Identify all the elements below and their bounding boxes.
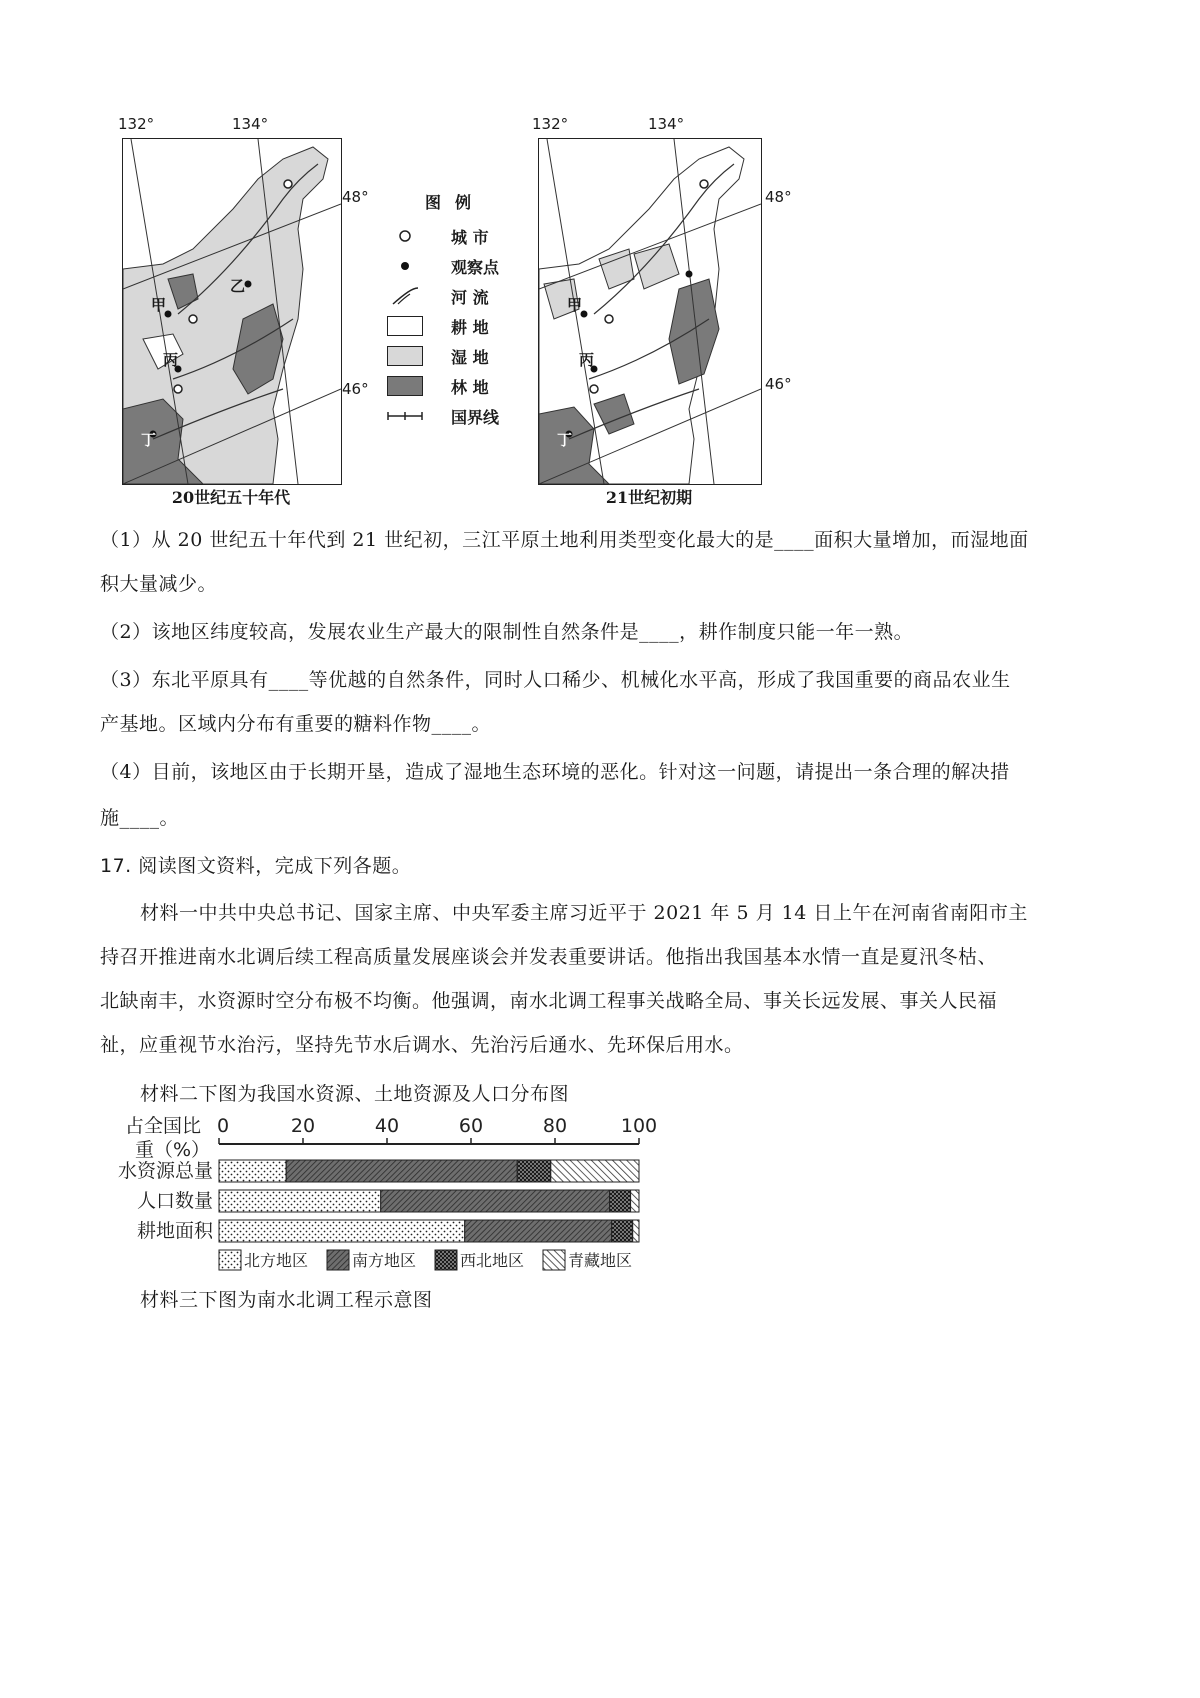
distribution-chart: [95, 1110, 675, 1285]
right-map-city: [590, 385, 598, 393]
bar-segment-north: [219, 1190, 381, 1212]
x-tick-label: 60: [458, 1115, 484, 1137]
map-legend: [385, 190, 525, 431]
x-tick-label: 40: [374, 1115, 400, 1137]
right-map: [538, 138, 762, 485]
bar-segment-qinghai-tibet: [551, 1160, 639, 1182]
left-map-city: [189, 315, 197, 323]
legend-swatch-north: [219, 1250, 241, 1270]
bar-segment-northwest: [517, 1160, 551, 1182]
left-map-label-jia: 甲: [151, 296, 167, 314]
border-line-icon: [385, 406, 425, 426]
left-map-obs-point: [245, 281, 252, 288]
left-lat-46: 46°: [342, 380, 369, 398]
chart-axis: [217, 1115, 657, 1144]
question-4-line-1: （4）目前，该地区由于长期开垦，造成了湿地生态环境的恶化。针对这一问题，请提出一条合理的解决措: [100, 761, 1010, 783]
right-map-label-bing: 丙: [579, 351, 595, 369]
chart-legend: [219, 1250, 632, 1270]
wetland-swatch: [387, 346, 423, 366]
material-1-line-4: 祉，应重视节水治污，坚持先节水后调水、先治污后通水、先环保后用水。: [100, 1034, 744, 1056]
question-4-line-2: 施____。: [100, 807, 180, 829]
distribution-chart-svg: [95, 1110, 675, 1285]
legend-row-wetland: [385, 341, 525, 371]
material-2-caption: 材料二下图为我国水资源、土地资源及人口分布图: [140, 1083, 570, 1105]
legend-label-forest: 林 地: [451, 377, 489, 397]
legend-row-farmland: [385, 311, 525, 341]
question-3-line-1: （3）东北平原具有____等优越的自然条件，同时人口稀少、机械化水平高，形成了我国重要的商品农业生: [100, 669, 1011, 691]
legend-label-obs: 观察点: [451, 257, 500, 277]
legend-label-qinghai-tibet: 青藏地区: [568, 1251, 633, 1270]
legend-row-city: [385, 221, 525, 251]
x-tick-label: 0: [217, 1115, 230, 1137]
category-label: 人口数量: [136, 1190, 213, 1212]
farmland-swatch: [387, 316, 423, 336]
axis-label-line1: 占全国比: [125, 1115, 202, 1137]
left-lat-48: 48°: [342, 188, 369, 206]
right-map-obs-point: [686, 271, 693, 278]
right-map-label-ding: 丁: [557, 431, 573, 449]
left-map-label-ding: 丁: [141, 431, 157, 449]
legend-label-northwest: 西北地区: [460, 1251, 525, 1270]
question-17-heading: [100, 844, 411, 888]
legend-label-wetland: 湿 地: [451, 347, 489, 367]
question-2-line-1: （2）该地区纬度较高，发展农业生产最大的限制性自然条件是____，耕作制度只能一年一熟。: [100, 621, 914, 643]
right-map-city: [700, 180, 708, 188]
question-17-number: 17.: [100, 855, 132, 877]
river-icon: [385, 286, 425, 306]
right-lat-46: 46°: [765, 375, 792, 393]
legend-label-border: 国界线: [451, 407, 500, 427]
chart-bars: [118, 1160, 639, 1242]
legend-swatch-qinghai-tibet: [543, 1250, 565, 1270]
left-map-caption: 20世纪五十年代: [171, 488, 291, 507]
bar-segment-south: [465, 1220, 612, 1242]
right-map-caption: 21世纪初期: [605, 488, 693, 507]
bar-segment-qinghai-tibet: [631, 1190, 639, 1212]
legend-row-obs: [385, 251, 525, 281]
right-lat-48: 48°: [765, 188, 792, 206]
legend-label-south: 南方地区: [352, 1251, 417, 1270]
x-tick-label: 20: [290, 1115, 316, 1137]
legend-label-farmland: 耕 地: [451, 317, 489, 337]
material-1-line-3: 北缺南丰，水资源时空分布极不均衡。他强调，南水北调工程事关战略全局、事关长远发展、事关人民福: [100, 990, 998, 1012]
legend-row-border: [385, 401, 525, 431]
right-map-label-jia: 甲: [567, 296, 583, 314]
left-map-city: [174, 385, 182, 393]
right-map-city: [605, 315, 613, 323]
axis-label-line2: 重（%）: [135, 1139, 211, 1161]
bar-segment-south: [286, 1160, 517, 1182]
category-label: 水资源总量: [117, 1160, 213, 1182]
legend-row-river: [385, 281, 525, 311]
left-map-city: [284, 180, 292, 188]
legend-title: 图例: [424, 193, 485, 212]
city-icon: [385, 226, 425, 246]
left-map: [122, 138, 342, 485]
material-1-line-1: 材料一中共中央总书记、国家主席、中央军委主席习近平于 2021 年 5 月 14 日上午在河南省南阳市主: [140, 902, 1028, 924]
legend-label-river: 河 流: [451, 287, 489, 307]
map-figure: [100, 110, 820, 510]
x-tick-label: 80: [542, 1115, 568, 1137]
question-3-line-2: 产基地。区域内分布有重要的糖料作物____。: [100, 713, 492, 735]
legend-swatch-northwest: [435, 1250, 457, 1270]
bar-segment-northwest: [612, 1220, 633, 1242]
question-1-line-1: （1）从 20 世纪五十年代到 21 世纪初，三江平原土地利用类型变化最大的是____面积大量增加，而湿地面: [100, 529, 1029, 551]
material-1-line-2: 持召开推进南水北调后续工程高质量发展座谈会并发表重要讲话。他指出我国基本水情一直是夏汛冬枯、: [100, 946, 998, 968]
legend-label-north: 北方地区: [244, 1251, 309, 1270]
left-map-label-bing: 丙: [163, 351, 179, 369]
observation-point-icon: [385, 256, 425, 276]
legend-label-city: 城 市: [451, 227, 489, 247]
x-tick-label: 100: [620, 1115, 658, 1137]
forest-swatch: [387, 376, 423, 396]
question-17-title: 阅读图文资料，完成下列各题。: [138, 855, 412, 877]
legend-row-forest: [385, 371, 525, 401]
right-lon-134: 134°: [648, 115, 685, 133]
left-lon-132: 132°: [118, 115, 155, 133]
question-1-line-2: 积大量减少。: [100, 573, 218, 595]
bar-segment-south: [381, 1190, 610, 1212]
left-map-label-yi: 乙: [230, 277, 246, 295]
bar-segment-north: [219, 1220, 465, 1242]
material-3-caption: 材料三下图为南水北调工程示意图: [140, 1289, 433, 1311]
legend-swatch-south: [327, 1250, 349, 1270]
right-lon-132: 132°: [532, 115, 569, 133]
category-label: 耕地面积: [136, 1220, 213, 1242]
left-lon-134: 134°: [232, 115, 269, 133]
bar-segment-qinghai-tibet: [633, 1220, 639, 1242]
bar-segment-north: [219, 1160, 286, 1182]
bar-segment-northwest: [610, 1190, 631, 1212]
